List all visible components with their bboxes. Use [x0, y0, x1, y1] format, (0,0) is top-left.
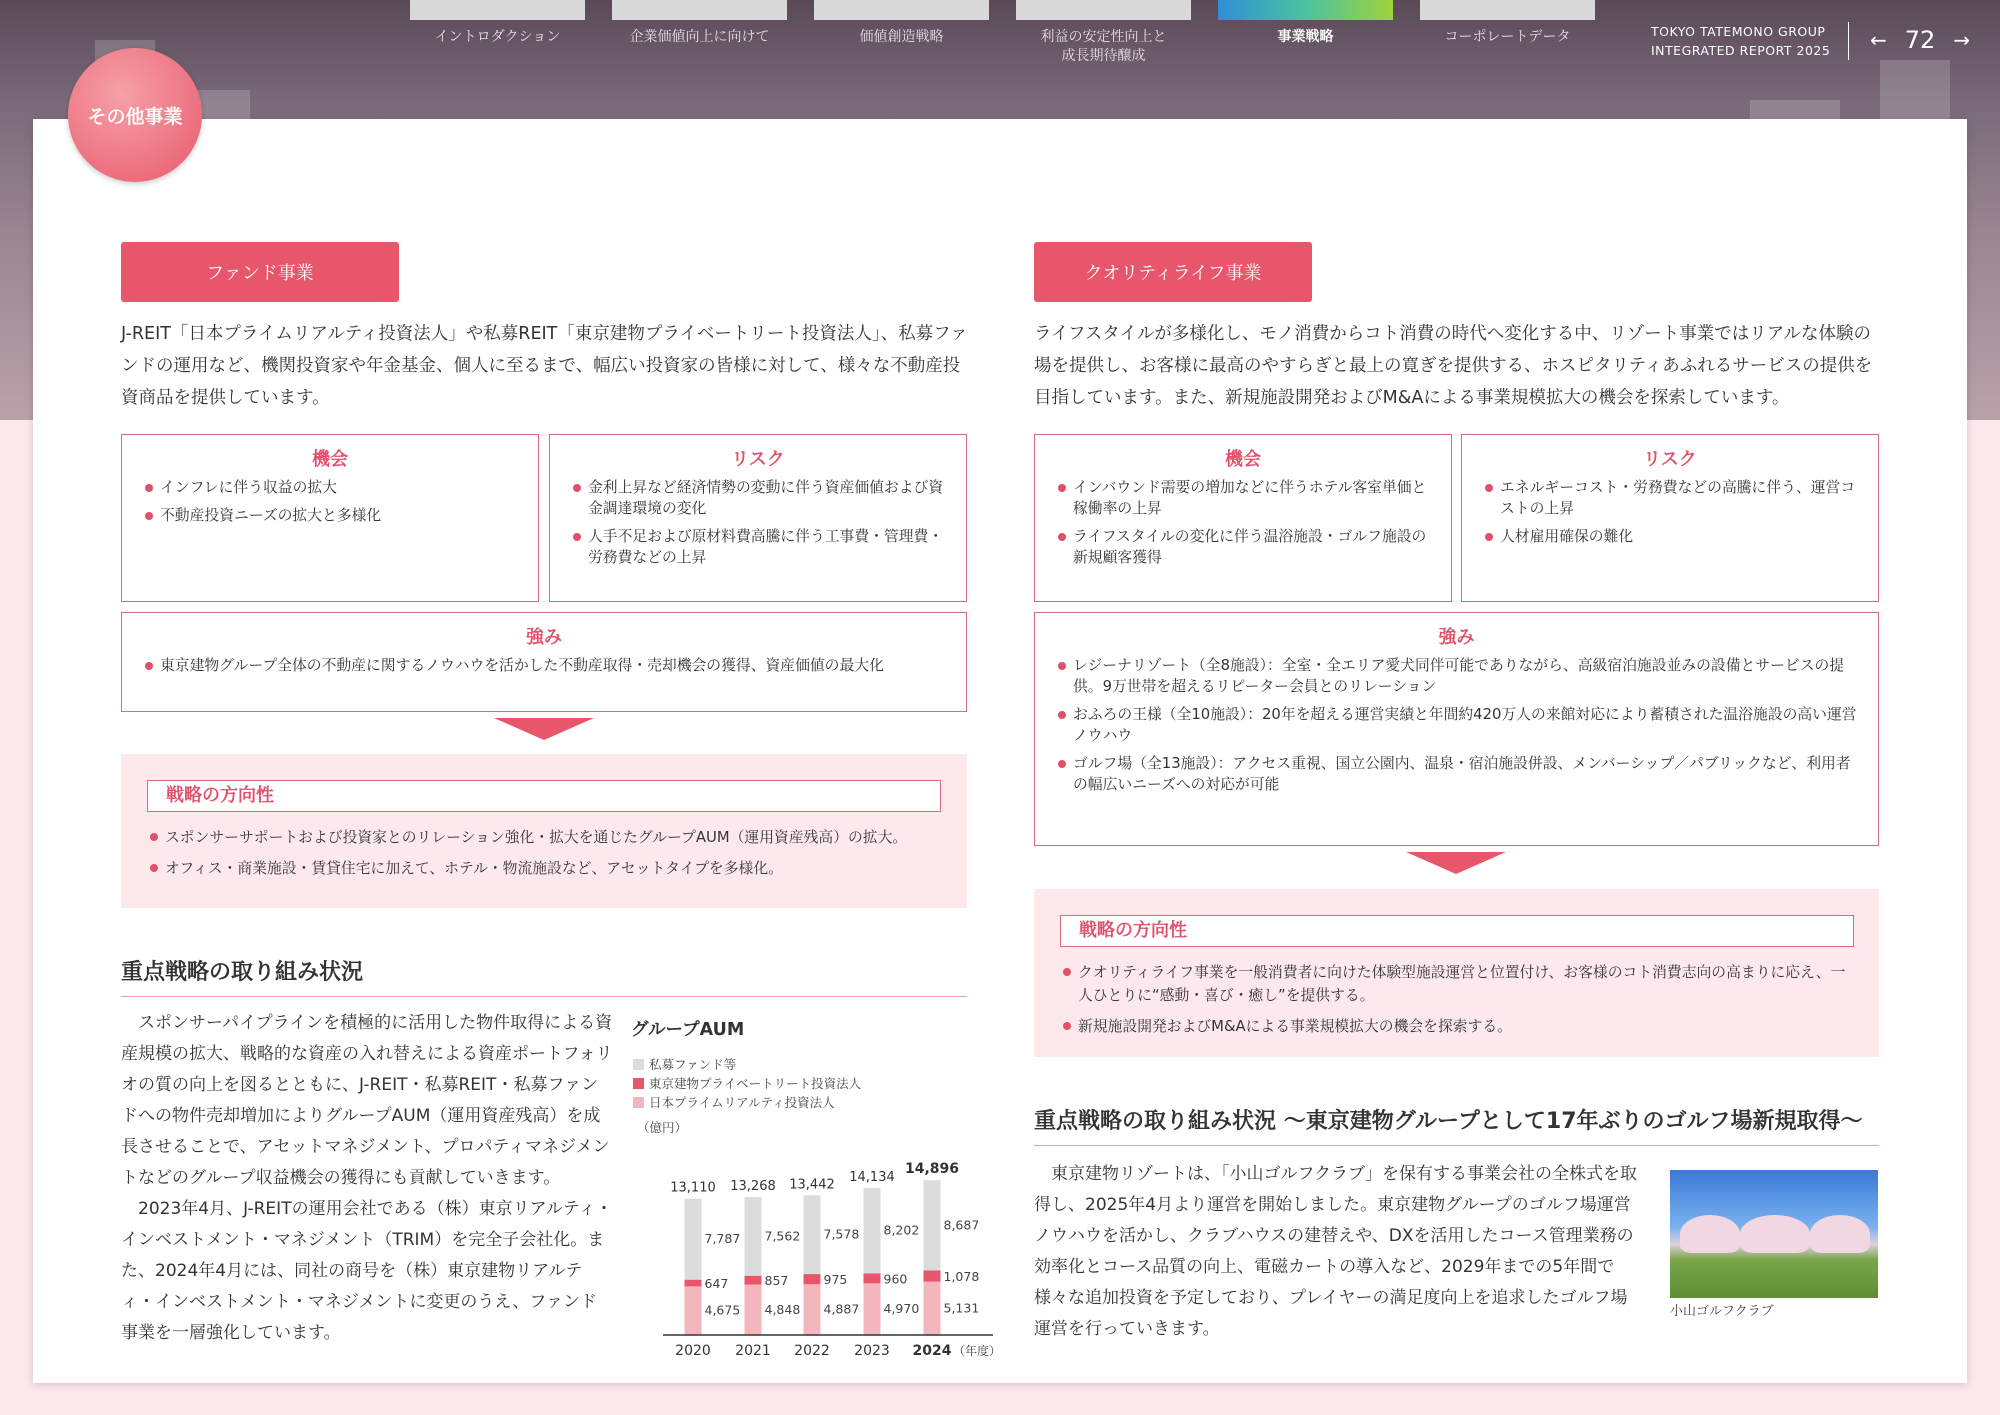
bar-segment: [864, 1188, 881, 1273]
risk-list: [550, 477, 966, 568]
box-heading: 機会: [1225, 449, 1261, 470]
risk-list: [1462, 477, 1878, 547]
quality-intro: ライフスタイルが多様化し、モノ消費からコト消費の時代へ変化する中、リゾート事業ではリアルな体験の場を提供し、お客様に最高のやすらぎと最上の寛ぎを提供する、ホスピタリティあふれるサービスの提供を目指しています。また、新規施設開発およびM&Aによる事業規模拡大の機会を探索しています。: [1034, 324, 1873, 408]
data-label: 7,787: [704, 1231, 741, 1247]
list-item: 人材雇用確保の難化: [1482, 526, 1864, 547]
total-label: 14,134: [849, 1170, 895, 1186]
status-subtitle: 〜東京建物グループとして17年ぶりのゴルフ場新規取得〜: [1283, 1109, 1863, 1134]
quality-status-heading: [1034, 1104, 1879, 1146]
data-label: 8,687: [943, 1217, 980, 1233]
box-heading: リスク: [1643, 449, 1697, 470]
tab-label: イントロダクション: [434, 29, 561, 45]
data-label: 647: [704, 1276, 729, 1292]
opportunity-list: [1035, 477, 1451, 568]
data-label: 5,131: [943, 1300, 980, 1316]
direction-heading: 戦略の方向性: [1060, 915, 1854, 947]
data-label: 960: [883, 1271, 908, 1287]
bar-segment: [745, 1276, 762, 1285]
list-item: ゴルフ場（全13施設）：アクセス重視、国立公園内、温泉・宿泊施設併設、メンバーシップ／パブリックなど、利用者の幅広いニーズへの対応が可能: [1055, 753, 1864, 795]
list-item: クオリティライフ事業を一般消費者に向けた体験型施設運営と位置付け、お客様のコト消費志向の高まりに応え、一人ひとりに“感動・喜び・癒し”を提供する。: [1060, 961, 1854, 1007]
fund-section-label: ファンド事業: [121, 242, 399, 302]
legend-item: [633, 1055, 861, 1074]
quality-risk-box: [1461, 434, 1879, 602]
data-label: 8,202: [883, 1222, 920, 1238]
box-heading: 強み: [1438, 627, 1475, 648]
tab-label: 事業戦略: [1277, 29, 1334, 45]
chart-title: グループAUM: [631, 1020, 745, 1040]
tab-business-strategy[interactable]: [1218, 0, 1393, 66]
x-tick-label: 2020: [675, 1343, 711, 1359]
list-item: おふろの王様（全10施設）：20年を超える運営実績と年間約420万人の来館対応により蓄積された温浴施設の高い運営ノウハウ: [1055, 704, 1864, 746]
data-label: 4,970: [883, 1301, 920, 1317]
data-label: 1,078: [943, 1269, 980, 1285]
total-label: 13,268: [730, 1179, 776, 1195]
direction-heading: 戦略の方向性: [147, 780, 941, 812]
tab-introduction[interactable]: [410, 0, 585, 66]
bar-segment: [864, 1273, 881, 1283]
list-item: インフレに伴う収益の拡大: [142, 477, 524, 498]
bar-segment: [685, 1199, 702, 1280]
data-label: 4,675: [704, 1302, 741, 1318]
bar-segment: [804, 1284, 821, 1335]
tab-corporate-value[interactable]: [612, 0, 787, 66]
fund-status-heading: 重点戦略の取り組み状況: [121, 955, 967, 997]
next-page-arrow-icon[interactable]: →: [1953, 28, 1971, 52]
paragraph: 2023年4月、J-REITの運用会社である（株）東京リアルティ・インベストメント・マネジメント（TRIM）を完全子会社化。また、2024年4月には、同社の商号を（株）東京建物リアルティ・インベストメント・マネジメントに変更のうえ、ファンド事業を一層強化しています。: [121, 1199, 613, 1343]
direction-list: [1060, 961, 1854, 1046]
list-item: 人手不足および原材料費高騰に伴う工事費・管理費・労務費などの上昇: [570, 526, 952, 568]
x-axis-unit: （年度）: [953, 1344, 1002, 1358]
list-item: レジーナリゾート（全8施設）：全室・全エリア愛犬同伴可能でありながら、高級宿泊施設並みの設備とサービスの提供。9万世帯を超えるリピーター会員とのリレーション: [1055, 655, 1864, 697]
quality-status-text: 東京建物リゾートは、「小山ゴルフクラブ」を保有する事業会社の全株式を取得し、2025年4月より運営を開始しました。東京建物グループのゴルフ場運営ノウハウを活かし、クラブハウスの建替えや、DXを活用したコース管理業務の効率化とコース品質の向上、電磁カートの導入など、2029年までの5年間で様々な追加投資を予定しており、プレイヤーの満足度向上を追求したゴルフ場運営を行っていきます。: [1034, 1164, 1637, 1339]
legend-item: [633, 1093, 861, 1112]
legend-item: [633, 1074, 861, 1093]
bar-segment: [804, 1195, 821, 1274]
section-badge: その他事業: [68, 48, 202, 182]
legend-label: 私募ファンド等: [649, 1057, 737, 1072]
direction-list: [147, 826, 941, 888]
strength-list: [1035, 655, 1878, 795]
box-heading: 強み: [526, 627, 562, 648]
tab-label: 企業価値向上に向けて: [629, 29, 770, 45]
bar-segment: [685, 1280, 702, 1287]
strength-list: [122, 655, 966, 676]
prev-page-arrow-icon[interactable]: ←: [1870, 28, 1887, 52]
list-item: インバウンド需要の増加などに伴うホテル客室単価と稼働率の上昇: [1055, 477, 1437, 519]
data-label: 975: [823, 1272, 848, 1288]
status-title: 重点戦略の取り組み状況: [1034, 1109, 1277, 1134]
total-label: 13,442: [789, 1177, 835, 1193]
fund-opportunity-box: [121, 434, 539, 602]
bar-segment: [924, 1270, 941, 1281]
quality-opportunity-box: [1034, 434, 1452, 602]
down-arrow-icon: [494, 718, 594, 740]
list-item: スポンサーサポートおよび投資家とのリレーション強化・拡大を通じたグループAUM（運用資産残高）の拡大。: [147, 826, 941, 849]
paragraph: スポンサーパイプラインを積極的に活用した物件取得による資産規模の拡大、戦略的な資産の入れ替えによる資産ポートフォリオの質の向上を図るとともに、J-REIT・私募REIT・私募ファンドへの物件売却増加によりグループAUM（運用資産残高）を成長させることで、アセットマネジメント、プロパティマネジメントなどのグループ収益機会の獲得にも貢献していきます。: [121, 1013, 613, 1188]
fund-intro: J-REIT「日本プライムリアルティ投資法人」や私募REIT「東京建物プライベートリート投資法人」、私募ファンドの運用など、機関投資家や年金基金、個人に至るまで、幅広い投資家の皆様に対して、様々な不動産投資商品を提供しています。: [121, 324, 968, 408]
report-brand: [1651, 22, 1830, 60]
fund-strength-box: [121, 612, 967, 712]
tab-value-creation[interactable]: [814, 0, 989, 66]
bar-segment: [685, 1286, 702, 1335]
x-tick-label: 2021: [735, 1343, 771, 1359]
tab-label: 利益の安定性向上と 成長期待醸成: [1040, 29, 1167, 64]
legend-label: 日本プライムリアルティ投資法人: [649, 1095, 835, 1110]
total-label: 13,110: [670, 1180, 716, 1196]
box-heading: 機会: [312, 449, 348, 470]
x-tick-label: 2023: [854, 1343, 890, 1359]
bar-segment: [864, 1283, 881, 1335]
opportunity-list: [122, 477, 538, 526]
golf-course-photo: [1670, 1170, 1878, 1298]
total-label: 14,896: [904, 1161, 960, 1178]
list-item: エネルギーコスト・労務費などの高騰に伴う、運営コストの上昇: [1482, 477, 1864, 519]
box-heading: リスク: [731, 449, 785, 470]
data-label: 857: [764, 1273, 789, 1289]
list-item: 不動産投資ニーズの拡大と多様化: [142, 505, 524, 526]
tab-corporate-data[interactable]: [1420, 0, 1595, 66]
bar-segment: [745, 1285, 762, 1335]
chart-legend: [633, 1055, 861, 1112]
chart-unit: （億円）: [637, 1120, 688, 1135]
list-item: オフィス・商業施設・賃貸住宅に加えて、ホテル・物流施設など、アセットタイプを多様化。: [147, 857, 941, 880]
fund-status-text: [121, 1008, 613, 1349]
x-tick-label: 2024: [912, 1343, 952, 1359]
photo-caption: 小山ゴルフクラブ: [1670, 1304, 1774, 1319]
data-label: 4,848: [764, 1301, 801, 1317]
brand-line: TOKYO TATEMONO GROUP: [1651, 24, 1826, 39]
legend-label: 東京建物プライベートリート投資法人: [649, 1076, 862, 1091]
page-number: 72: [1904, 26, 1936, 54]
fund-risk-box: [549, 434, 967, 602]
data-label: 4,887: [823, 1301, 860, 1317]
bar-segment: [924, 1282, 941, 1335]
bar-segment: [924, 1180, 941, 1270]
brand-line: INTEGRATED REPORT 2025: [1651, 43, 1831, 58]
tab-label: コーポレートデータ: [1444, 29, 1571, 45]
list-item: 東京建物グループ全体の不動産に関するノウハウを活かした不動産取得・売却機会の獲得、資産価値の最大化: [142, 655, 952, 676]
pager: [1870, 26, 1970, 54]
quality-direction-box: [1034, 889, 1879, 1057]
bar-segment: [745, 1197, 762, 1276]
bar-segment: [804, 1274, 821, 1284]
divider: [1848, 22, 1849, 60]
quality-strength-box: [1034, 612, 1879, 846]
fund-direction-box: [121, 754, 967, 908]
tab-label: 価値創造戦略: [859, 29, 944, 45]
tab-profit-stability[interactable]: [1016, 0, 1191, 66]
list-item: 新規施設開発およびM&Aによる事業規模拡大の機会を探索する。: [1060, 1015, 1854, 1038]
section-nav: [410, 0, 1595, 66]
list-item: 金利上昇など経済情勢の変動に伴う資産価値および資金調達環境の変化: [570, 477, 952, 519]
down-arrow-icon: [1406, 852, 1506, 874]
data-label: 7,578: [823, 1226, 860, 1242]
aum-bar-chart: [623, 1127, 1003, 1367]
data-label: 7,562: [764, 1228, 801, 1244]
x-tick-label: 2022: [794, 1343, 830, 1359]
list-item: ライフスタイルの変化に伴う温浴施設・ゴルフ施設の新規顧客獲得: [1055, 526, 1437, 568]
quality-section-label: クオリティライフ事業: [1034, 242, 1312, 302]
